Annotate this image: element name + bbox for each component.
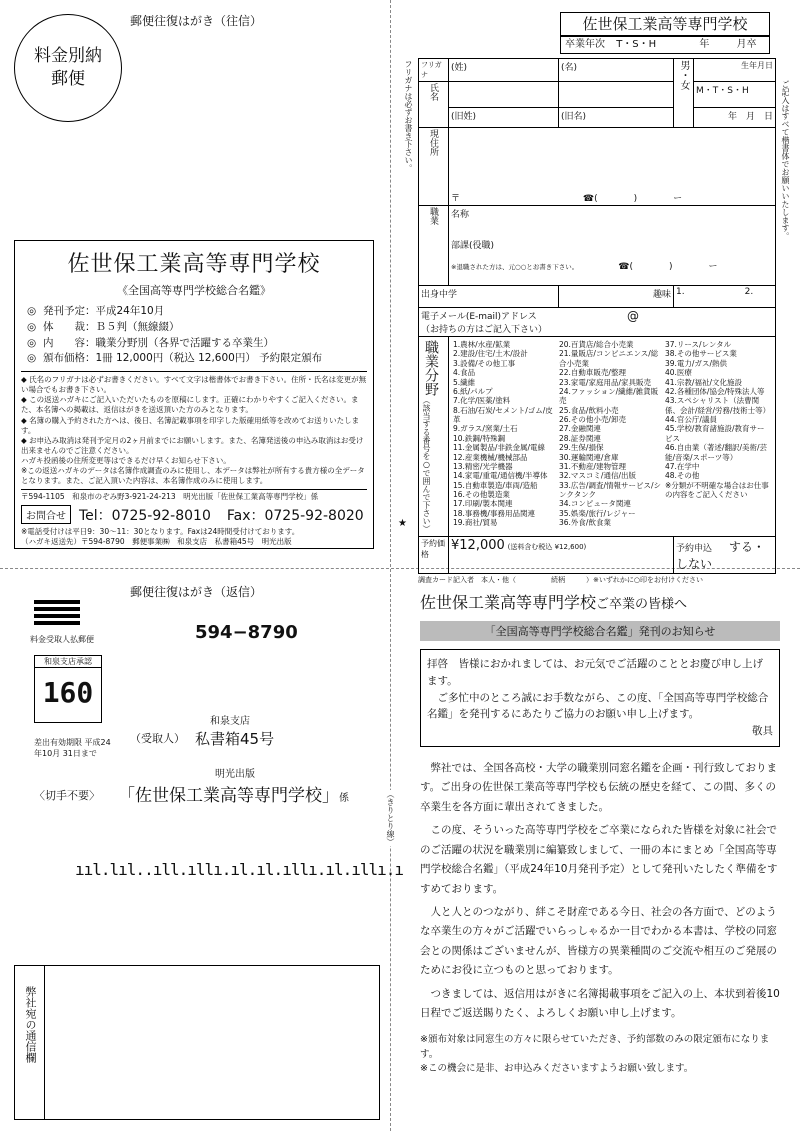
category-option[interactable]: 35.娯楽/旅行/レジャー: [559, 508, 636, 518]
star-mark: ★: [398, 518, 407, 529]
order-choice[interactable]: する・しない: [676, 540, 765, 571]
category-column: [559, 340, 665, 528]
hobby-label: 趣味: [559, 286, 674, 308]
form-school-title: 佐世保工業高等専門学校: [560, 12, 770, 36]
birth-date[interactable]: 年 月 日: [694, 108, 776, 128]
expiry-note: 差出有効期限 平成24年10月 31日まで: [34, 738, 111, 758]
stamp-line1: 料金別納: [34, 46, 102, 67]
category-option[interactable]: 32.マスコミ/通信/出版: [559, 471, 636, 481]
note-item: ◆ お申込み取消は発刊予定月の2ヶ月前までにお願いします。また、名簿発送後の申込み取消はお受け出来ませんのでご注意ください。: [21, 435, 364, 455]
hobby-2[interactable]: 2.: [744, 287, 754, 297]
hours-note: ※電話受付けは平日9：30～11：30となります。Faxは24時間受付けております。: [21, 526, 300, 536]
spec-label: 内 容：: [43, 336, 96, 349]
occupation-grid[interactable]: [449, 337, 776, 537]
address-label: 現住所: [419, 128, 449, 206]
category-column: [665, 340, 771, 528]
reply-card-title: 郵便往復はがき（返信）: [130, 585, 263, 599]
outgoing-card-title: 郵便往復はがき（往信）: [130, 14, 263, 28]
branch-stamp-box: [34, 655, 102, 723]
category-option[interactable]: 47.在学中: [665, 461, 700, 471]
note-item: ◆ 氏名のフリガナは必ずお書きください。すべて文字は楷書体でお書き下さい。住所・氏名は変更が無い場合でもお書き下さい。: [21, 375, 367, 395]
category-option[interactable]: 38.その他サービス業: [665, 349, 737, 359]
role-label: (役職): [469, 241, 495, 251]
hometown-field[interactable]: [419, 286, 559, 308]
letter-title-suffix: ご卒業の皆様へ: [596, 597, 688, 612]
note-2: ※この機会に是非、お申込みくださいますようお願い致します。: [420, 1062, 694, 1074]
spec-bullet-icon: ◎: [27, 336, 37, 349]
email-note: （お持ちの方はご記入下さい）: [421, 325, 548, 335]
category-option[interactable]: 31.不動産/建物管理: [559, 461, 626, 471]
spec-bullet-icon: ◎: [27, 352, 37, 365]
name-label: 氏名: [419, 82, 449, 128]
greeting-text-2: ご多忙中のところ誠にお手数ながら、この度、「全国高等専門学校総合名鑑」を発刊するにあたりご協力のお願い申し上げます。: [427, 691, 769, 721]
price-tax: (送料含む税込 ¥12,600): [507, 543, 587, 551]
category-option[interactable]: 40.医療: [665, 368, 692, 378]
tel-number: Tel：0725-92-8010: [79, 507, 211, 524]
category-list[interactable]: [451, 338, 773, 530]
price-value: ¥12,000: [451, 538, 505, 553]
kyumei-field[interactable]: (旧名): [559, 108, 674, 128]
category-option[interactable]: 37.リース/レンタル: [665, 340, 732, 349]
category-option[interactable]: 10.鉄鋼/特殊鋼: [453, 433, 505, 443]
product-subtitle: 《全国高等専門学校総合名鑑》: [117, 284, 271, 297]
sei-field[interactable]: (姓): [449, 59, 559, 82]
recipient-label: （受取人）: [130, 732, 185, 745]
category-option[interactable]: 43.スペシャリスト（法曹関係、会計/経営/労務/技術士等）: [665, 396, 771, 415]
no-stamp-note: 〈切手不要〉: [34, 789, 100, 802]
spec-label: 体 裁：: [43, 320, 96, 333]
spec-row: [27, 304, 373, 320]
category-option[interactable]: 1.農林/水産/鉱業: [453, 340, 511, 349]
category-option[interactable]: 41.宗教/福祉/文化施設: [665, 377, 742, 387]
note-item: ◆ この返送ハガキにご記入いただいたものを原稿にします。正確にわかりやすくご記入ください。また、本名簿への掲載は、返信はがきを送返頂いた方のみとなります。: [21, 395, 359, 415]
branch-name: 和泉支店: [210, 716, 250, 727]
letter-paragraph: 弊社では、全国各高校・大学の職業別同窓名鑑を企画・刊行致しております。ご出身の佐世保工業高等専門学校も伝統の歴史を経て、この間、多くの卒業生を各方面に輩出されてきました。: [420, 761, 777, 813]
po-box: 私書箱45号: [195, 730, 275, 748]
gender-select[interactable]: 男・女: [674, 59, 694, 128]
job-label: 職業: [419, 206, 449, 286]
category-option[interactable]: 3.設備/その他工事: [453, 358, 516, 368]
grad-era[interactable]: T・S・H: [616, 39, 657, 50]
mei-field[interactable]: (名): [559, 59, 674, 82]
letter: [420, 590, 780, 1076]
category-option[interactable]: 33.広告/調査/情報サービス/シンクタンク: [559, 480, 662, 499]
spec-bullet-icon: ◎: [27, 305, 37, 317]
birth-label: 生年月日: [694, 59, 776, 82]
category-option[interactable]: 26.その他小売/卸売: [559, 415, 626, 424]
return-address: （ハガキ返送先）〒594-8790 郵便事業㈱ 和泉支店 私書箱45号 明光出版: [21, 536, 292, 546]
name-sei-input[interactable]: [449, 82, 559, 108]
address-input[interactable]: [449, 128, 776, 206]
order-cell[interactable]: [674, 537, 776, 574]
reply-postal-code: 594−8790: [195, 622, 298, 643]
memo-box[interactable]: [14, 965, 380, 1120]
spec-row: [27, 336, 373, 352]
branch-stamp-label: 和泉支店承認: [35, 656, 101, 668]
note-item: ハガキ投函後の住所変更等はできるだけ早くお知らせ下さい。: [21, 456, 231, 465]
fee-label: 料金受取人払郵便: [30, 635, 94, 644]
category-option[interactable]: 34.コンピュータ関連: [559, 499, 631, 509]
letter-title: 佐世保工業高等専門学校: [420, 593, 597, 612]
greeting-text: 拝啓 皆様におかれましては、お元気でご活躍のこととお慶び申し上げます。: [427, 658, 763, 687]
fax-number: Fax：0725-92-8020: [226, 507, 364, 524]
category-option[interactable]: 7.化学/医薬/塗料: [453, 396, 511, 406]
category-option[interactable]: 15.自動車製造/車両/造船: [453, 480, 538, 490]
spec-list: [27, 304, 373, 367]
publisher-name: 明光出版: [215, 769, 255, 780]
category-option[interactable]: 27.金融関連: [559, 424, 601, 434]
memo-label: 弊社宛の通信欄: [15, 966, 45, 1119]
birth-era[interactable]: M・T・S・H: [694, 82, 776, 108]
price-cell: [449, 537, 674, 574]
publisher-address: 〒594-1105 和泉市のぞみ野3-921-24-213 明光出版「佐世保工業高等専門学校」係: [21, 489, 367, 502]
work-tel[interactable]: ☎( ) ー: [618, 262, 718, 272]
postal-bars: [34, 600, 80, 628]
category-option[interactable]: 30.運輸関連/倉庫: [559, 452, 619, 462]
company-label: 名称: [451, 210, 470, 220]
furigana-vertical-note: フリガナは必ずお書き下さい。: [404, 60, 413, 172]
kyusei-field[interactable]: (旧姓): [449, 108, 559, 128]
category-option[interactable]: 46.自由業（著述/翻訳/美術/芸能/音楽/スポーツ等）: [665, 443, 768, 462]
bottom-note: 調査カード記入者 本人・他（ 続柄 ）※いずれかに○印をお付けください: [418, 576, 703, 584]
note-item: ※この返送ハガキのデータは名簿作成調査のみに使用し、本データは弊社が所有する貴方様の全データとなります。また、ご記入頂いた内容は、本名簿作成のみに使用します。: [21, 466, 365, 486]
job-input[interactable]: [449, 206, 776, 286]
spec-value: 職業分野別（各界で活躍する卒業生）: [95, 336, 274, 349]
product-school: 佐世保工業高等専門学校: [67, 252, 321, 277]
letter-banner: 「全国高等専門学校総合名鑑」発刊のお知らせ: [420, 621, 780, 641]
spec-value: Ｂ５判（無線綴）: [95, 320, 180, 333]
postal-mark: 〒: [451, 194, 461, 204]
category-option[interactable]: 25.食品/飲料小売: [559, 405, 619, 415]
category-option[interactable]: 9.ガラス/窯業/土石: [453, 424, 518, 434]
at-sign: @: [627, 309, 640, 323]
dept-label: 部課: [451, 241, 470, 251]
category-option[interactable]: 39.電力/ガス/熱供: [665, 358, 727, 368]
product-box: [14, 240, 374, 549]
field-label: 職業分野: [423, 340, 439, 396]
category-option[interactable]: 21.量販店/コンビニエンス/総合小売業: [559, 349, 659, 368]
spec-label: 頒布価格：: [43, 352, 96, 365]
stamp-number: 160: [42, 676, 94, 709]
category-option[interactable]: 13.精密/光学機器: [453, 461, 513, 471]
email-label: 電子メール(E-mail)アドレス: [421, 312, 537, 322]
fold-line-vertical: [390, 0, 391, 1131]
spec-label: 発刊予定：: [43, 305, 96, 317]
spec-value: 1冊 12,000円（税込 12,600円） 予約限定頒布: [95, 352, 323, 365]
category-option[interactable]: 16.その他製造業: [453, 490, 510, 499]
category-column: [453, 340, 559, 528]
spec-value: 平成24年10月: [95, 305, 165, 317]
home-tel[interactable]: ☎( ) ー: [582, 194, 683, 204]
letter-paragraph: つきましては、返信用はがきに名簿掲載事項をご記入の上、本状到着後10日程でご返送賜りたく、よろしくお願い申し上げます。: [420, 987, 780, 1020]
hometown-label: 出身中学: [421, 290, 458, 300]
postage-paid-stamp: [14, 14, 122, 122]
notes-block: [21, 371, 367, 486]
stamp-line2: 郵便: [51, 69, 85, 89]
registration-form: [418, 58, 776, 603]
category-option[interactable]: 29.生保/損保: [559, 443, 604, 453]
category-option[interactable]: 23.家電/家庭用品/家具販売: [559, 377, 651, 387]
category-option[interactable]: 24.ファッション/繊維/雑貨販売: [559, 386, 659, 406]
cut-line-label: （きりとり線）: [386, 790, 395, 846]
category-option[interactable]: 17.印刷/製本関連: [453, 499, 513, 509]
letter-paragraph: 人と人とのつながり、絆こそ財産である今日、社会の各方面で、どのような卒業生の方々がご活躍でいらっしゃるか一目でわかる本書は、学校の同窓会との関係はございませんが、皆様方の異業種間のご交流や相互のご発展のためにお役に立つものと思っております。: [420, 905, 777, 977]
category-option[interactable]: 36.外食/飲食業: [559, 518, 611, 528]
letter-paragraph: この度、そういった高等専門学校をご卒業になられた皆様を対象に社会でのご活躍の状況を職業別に編纂致しまして、一冊の本にまとめ「全国高等専門学校総合名鑑」（平成24年10月発刊予定）として発刊いたしたく準備をすすめております。: [420, 824, 778, 895]
category-option[interactable]: 45.学校/教育諸施設/教育サービス: [665, 424, 765, 443]
name-mei-input[interactable]: [559, 82, 674, 108]
field-note: （該当する番号を○で囲んで下さい）: [422, 396, 431, 533]
grad-label: 卒業年次: [565, 39, 605, 50]
category-option[interactable]: 14.家電/重電/通信機/半導体: [453, 471, 548, 481]
category-option[interactable]: ※分類が不明確な場合はお仕事の内容をご記入ください: [665, 480, 769, 499]
category-option[interactable]: 48.その他: [665, 471, 700, 481]
addressee: [118, 781, 349, 806]
category-option[interactable]: 18.事務機/事務用品関連: [453, 508, 535, 518]
greeting-box: [420, 649, 780, 747]
category-option[interactable]: 42.各種団体/協会/特殊法人等: [665, 386, 765, 396]
grad-month: 月卒: [736, 39, 757, 50]
email-field[interactable]: [419, 308, 776, 337]
category-option[interactable]: 11.金属製品/非鉄金属/電線: [453, 443, 545, 453]
category-option[interactable]: 6.紙/パルプ: [453, 386, 493, 396]
closing: 敬具: [752, 725, 773, 738]
spec-row: [27, 351, 373, 367]
category-option[interactable]: 5.繊維: [453, 377, 476, 387]
note-item: ◆ 名簿の購入予約された方へは、後日、名簿記載事項を印字した版確用紙等を改めてお送りいたします。: [21, 415, 360, 435]
category-option[interactable]: 12.産業機械/機械部品: [453, 452, 528, 462]
grad-year: 年: [699, 39, 710, 50]
side-note: ご記入はすべて楷書体でお願いいたします。: [781, 80, 790, 240]
spec-row: [27, 320, 373, 336]
retired-note: ※退職された方は、元○○とお書き下さい。: [451, 263, 579, 271]
category-option[interactable]: 22.自動車販売/整理: [559, 368, 626, 378]
field-label-cell: [419, 337, 449, 537]
furigana-label: フリガナ: [419, 59, 449, 82]
contact-row: [21, 505, 367, 525]
hobby-1[interactable]: 1.: [676, 287, 685, 297]
category-option[interactable]: 28.証券関連: [559, 433, 601, 443]
grad-year-row: [560, 36, 770, 54]
category-option[interactable]: 8.石油/石炭/セメント/ゴム/皮革: [453, 405, 553, 424]
order-label: 予約申込: [676, 544, 713, 554]
category-option[interactable]: 19.商社/貿易: [453, 518, 498, 528]
inquiry-tag: お問合せ: [21, 505, 71, 524]
addressee-suffix: 係: [339, 793, 349, 804]
category-option[interactable]: 4.食品: [453, 368, 476, 378]
category-option[interactable]: 2.建設/住宅/土木/設計: [453, 349, 528, 359]
hobby-fields[interactable]: [674, 286, 776, 308]
addressee-name: 「佐世保工業高等専門学校」: [118, 786, 339, 806]
note-1: ※頒布対象は同窓生の方々に限らせていただき、予約部数のみの限定頒布になります。: [420, 1034, 770, 1060]
customer-barcode: ııl.lıl..ıll.ıllı.ıl.ıl.ıllı.ıl.ıllı.ı: [75, 860, 404, 879]
category-option[interactable]: 44.官公庁/議員: [665, 415, 717, 424]
category-option[interactable]: 20.百貨店/総合小売業: [559, 340, 634, 349]
spec-bullet-icon: ◎: [27, 320, 37, 333]
price-label: 予約価格: [419, 537, 449, 574]
